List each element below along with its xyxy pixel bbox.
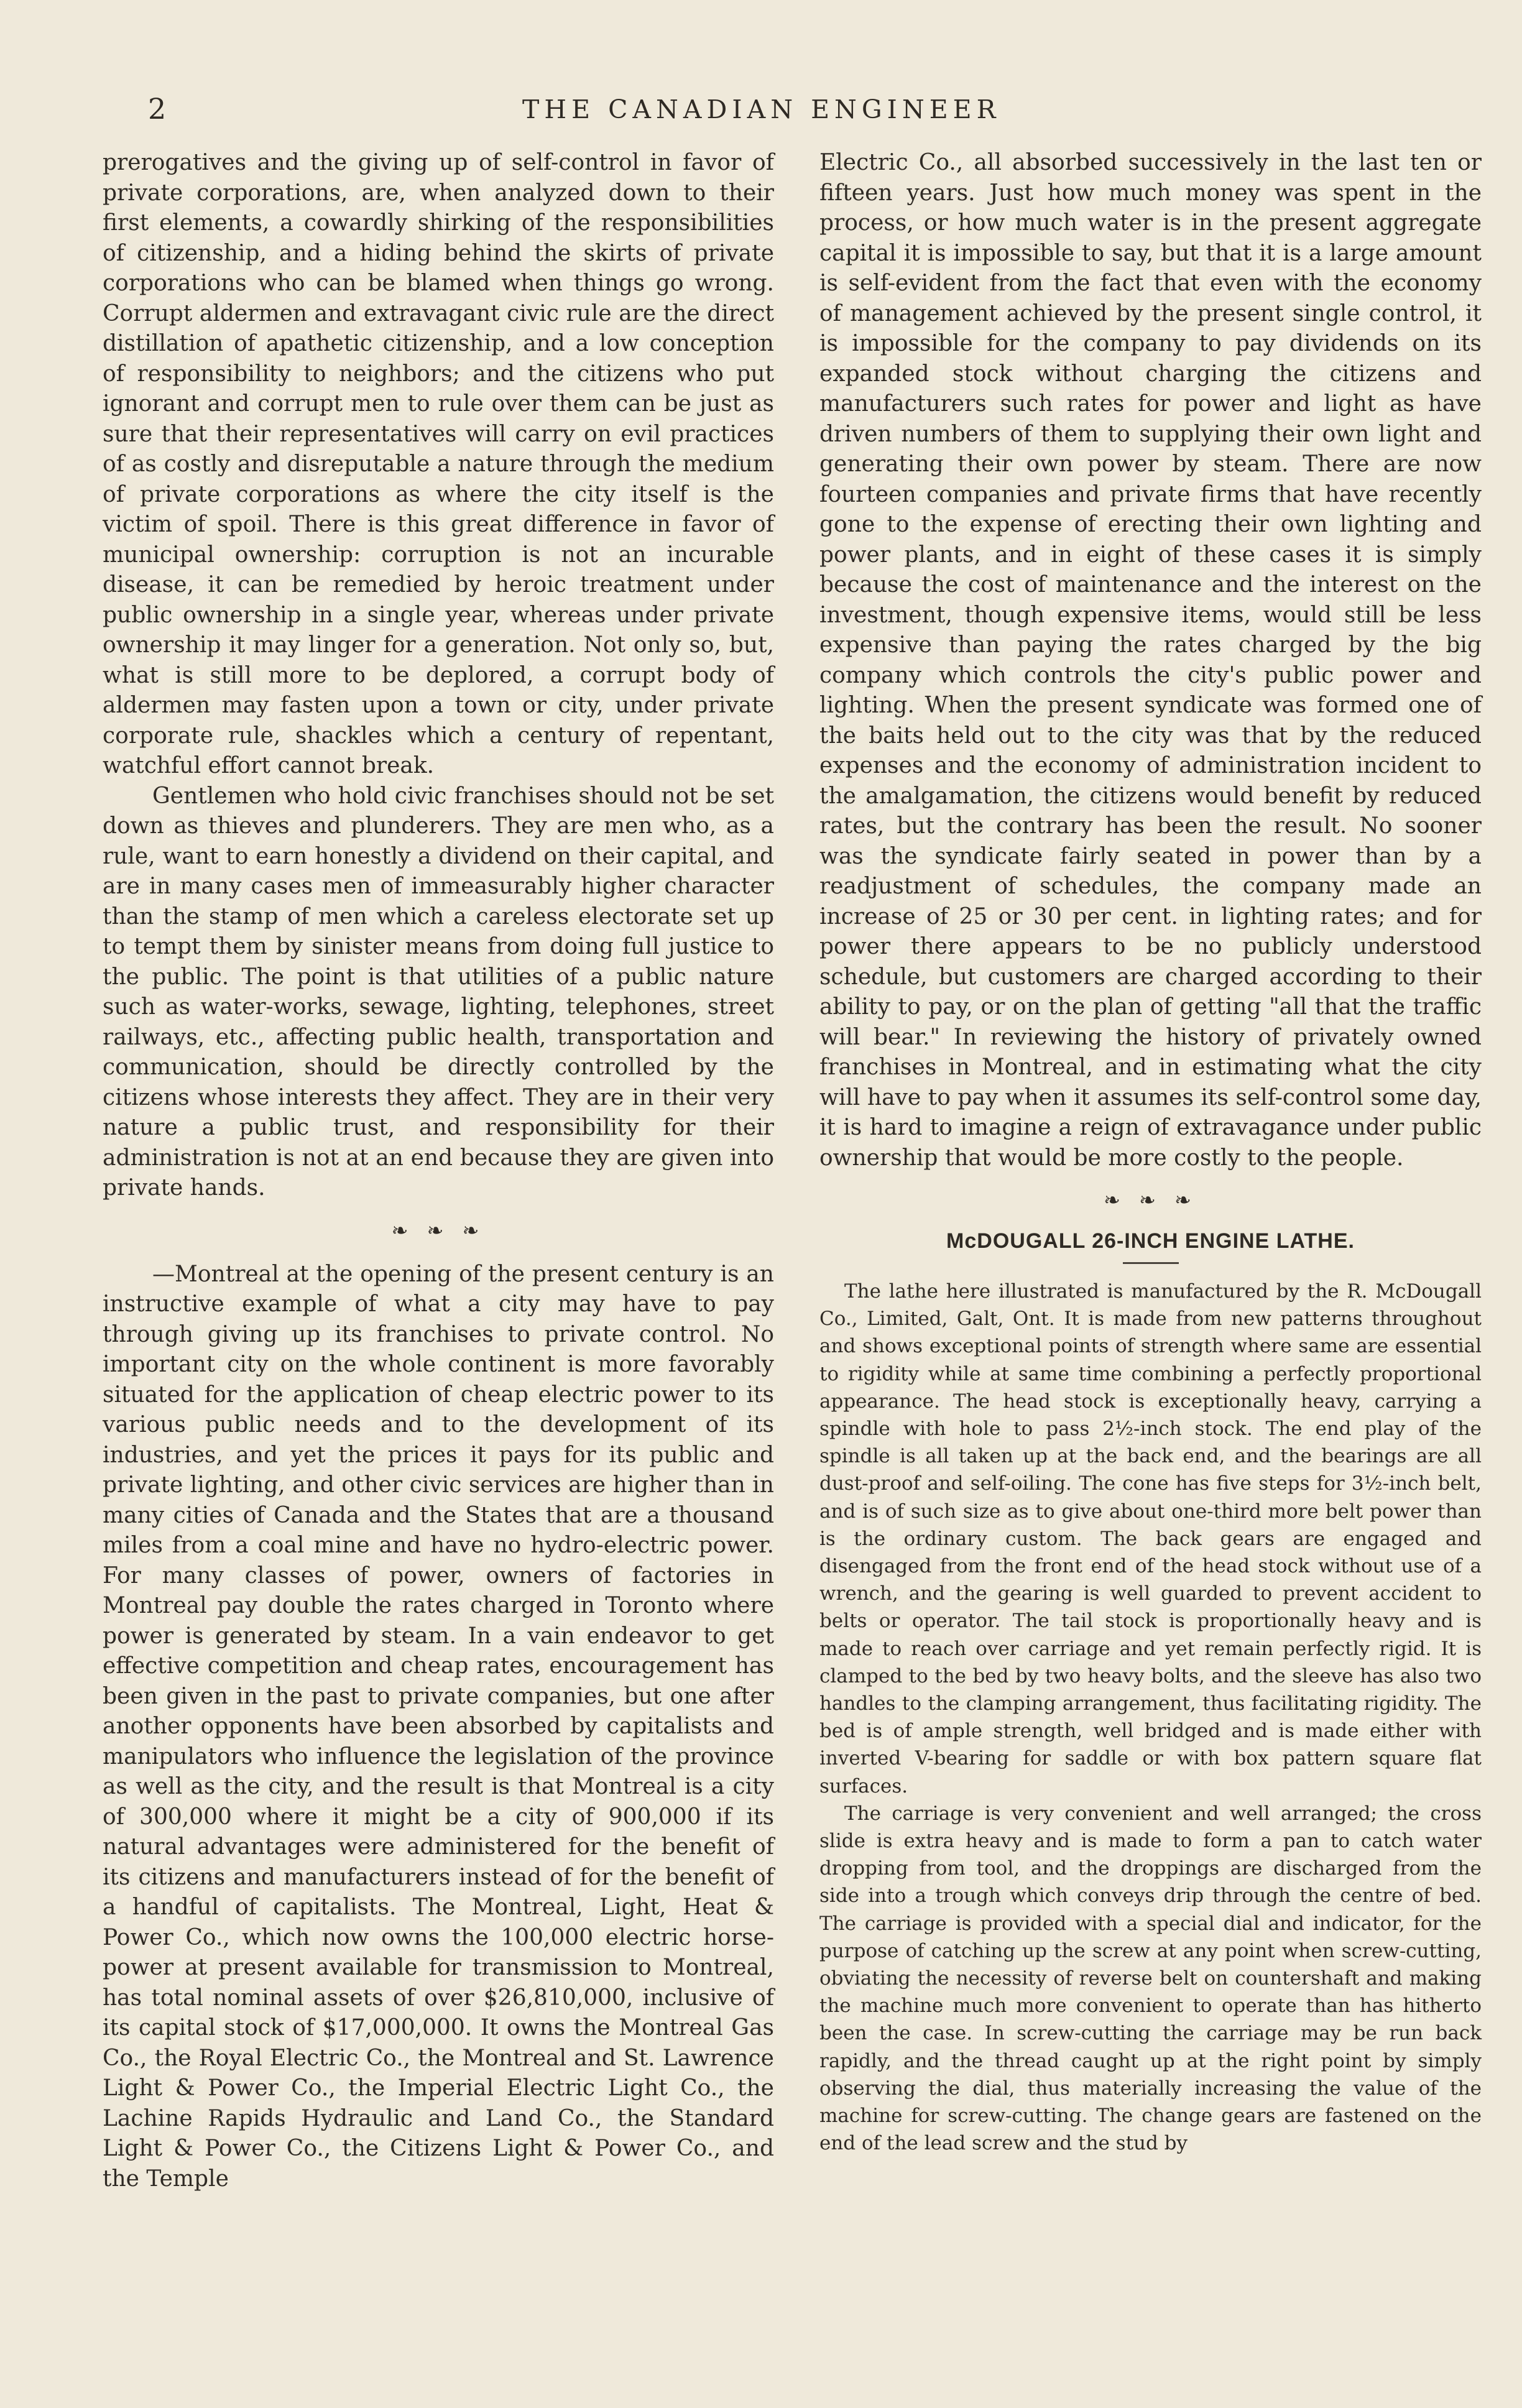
page-number: 2: [148, 92, 167, 126]
title-rule: [1123, 1262, 1179, 1264]
page-header: [0, 92, 1522, 129]
left-paragraph-2: Gentlemen who hold civic franchises should not be set down as thieves and plunderers. They are men who, as a rule, want to earn honestly a dividend on their capital, and are in many cases men of immeasurably higher character than the stamp of men which a careless electorate set up to tempt them by sinister means from doing full justice to the public. The point is that utilities of a public nature such as water-works, sewage, lighting, telephones, street railways, etc., affecting public health, transportation and communication, should be directly controlled by the citizens whose interests they affect. They are in their very nature a public trust, and responsibility for their administration is not at an end because they are given into private hands.: [103, 783, 774, 1201]
article-paragraph-2: The carriage is very convenient and well arranged; the cross slide is extra heavy and is made to form a pan to catch water dropping from tool, and the droppings are discharged from the side into a trough which conveys drip through the centre of bed. The carriage is provided with a special dial and indicator, for the purpose of catching up the screw at any point when screw-cutting, obviating the necessity of reverse belt on countershaft and making the machine much more convenient to operate than has hitherto been the case. In screw-cutting the carriage may be run back rapidly, and the thread caught up at the right point by simply observing the dial, thus materially increasing the value of the machine for screw-cutting. The change gears are fastened on the end of the lead screw and the stud by: [819, 1802, 1482, 2155]
article-title: McDOUGALL 26-INCH ENGINE LATHE.: [946, 1229, 1355, 1253]
left-paragraph-1: prerogatives and the giving up of self-control in favor of private corporations, are, when analyzed down to their first elements, a cowardly shirking of the responsibilities of citizenship, and a hiding behind the skirts of private corporations who can be blamed when things go wrong. Corrupt aldermen and extravagant civic rule are the direct distillation of apathetic citizenship, and a low conception of responsibility to neighbors; and the citizens who put ignorant and corrupt men to rule over them can be just as sure that their representatives will carry on evil practices of as costly and disreputable a nature through the medium of private corporations as where the city itself is the victim of spoil. There is this great difference in favor of municipal ownership: corruption is not an incurable disease, it can be remedied by heroic treatment under public ownership in a single year, whereas under private ownership it may linger for a generation. Not only so, but, what is still more to be deplored, a corrupt body of aldermen may fasten upon a town or city, under private corporate rule, shackles which a century of repentant, watchful effort cannot break.: [103, 150, 774, 778]
section-ornament: ❧ ❧ ❧: [391, 1218, 486, 1242]
right-paragraph-1: Electric Co., all absorbed successively in the last ten or fifteen years. Just how much money was spent in the process, or how much water is in the present aggregate capital it is impossible to say, but that it is a large amount is self-evident from the fact that even with the economy of management achieved by the present single control, it is impossible for the company to pay dividends on its expanded stock without charging the citizens and manufacturers such rates for power and light as have driven numbers of them to supplying their own light and generating their own power by steam. There are now fourteen companies and private firms that have recently gone to the expense of erecting their own lighting and power plants, and in eight of these cases it is simply because the cost of maintenance and the interest on the investment, though expensive items, would still be less expensive than paying the rates charged by the big company which controls the city's public power and lighting. When the present syndicate was formed one of the baits held out to the city was that by the reduced expenses and the economy of administration incident to the amalgamation, the citizens would benefit by reduced rates, but the contrary has been the result. No sooner was the syndicate fairly seated in power than by a readjustment of schedules, the company made an increase of 25 or 30 per cent. in lighting rates; and for power there appears to be no publicly understood schedule, but customers are charged according to their ability to pay, or on the plan of getting "all that the traffic will bear." In reviewing the history of privately owned franchises in Montreal, and in estimating what the city will have to pay when it assumes its self-control some day, it is hard to imagine a reign of extravagance under public ownership that would be more costly to the people.: [819, 150, 1482, 1171]
right-column: [819, 148, 1482, 2157]
running-head: THE CANADIAN ENGINEER: [522, 95, 1001, 124]
left-column: [103, 148, 774, 2194]
article-paragraph-1: The lathe here illustrated is manufactured by the R. McDougall Co., Limited, Galt, Ont. It is made from new patterns throughout and shows exceptional points of strength where same are essential to rigidity while at same time combining a perfectly proportional appearance. The head stock is exceptionally heavy, carrying a spindle with hole to pass 2½-inch stock. The end play of the spindle is all taken up at the back end, and the bearings are all dust-proof and self-oiling. The cone has five steps for 3½-inch belt, and is of such size as to give about one-third more belt power than is the ordinary custom. The back gears are engaged and disengaged from the front end of the head stock without use of a wrench, and the gearing is well guarded to prevent accident to belts or operator. The tail stock is proportionally heavy and is made to reach over carriage and yet remain perfectly rigid. It is clamped to the bed by two heavy bolts, and the sleeve has also two handles to the clamping arrangement, thus facilitating rigidity. The bed is of ample strength, well bridged and is made either with inverted V-bearing for saddle or with box pattern square flat surfaces.: [819, 1280, 1482, 1797]
left-paragraph-3: —Montreal at the opening of the present century is an instructive example of what a city may have to pay through giving up its franchises to private control. No important city on the whole continent is more favorably situated for the application of cheap electric power to its various public needs and to the development of its industries, and yet the prices it pays for its public and private lighting, and other civic services are higher than in many cities of Canada and the States that are a thousand miles from a coal mine and have no hydro-electric power. For many classes of power, owners of factories in Montreal pay double the rates charged in Toronto where power is generated by steam. In a vain endeavor to get effective competition and cheap rates, encouragement has been given in the past to private companies, but one after another opponents have been absorbed by capitalists and manipulators who influence the legislation of the province as well as the city, and the result is that Montreal is a city of 300,000 where it might be a city of 900,000 if its natural advantages were administered for the benefit of its citizens and manufacturers instead of for the benefit of a handful of capitalists. The Montreal, Light, Heat & Power Co., which now owns the 100,000 electric horse-power at present available for transmission to Montreal, has total nominal assets of over $26,810,000, inclusive of its capital stock of $17,000,000. It owns the Montreal Gas Co., the Royal Electric Co., the Montreal and St. Lawrence Light & Power Co., the Imperial Electric Light Co., the Lachine Rapids Hydraulic and Land Co., the Standard Light & Power Co., the Citizens Light & Power Co., and the Temple: [103, 1261, 774, 2192]
section-ornament: ❧ ❧ ❧: [1104, 1188, 1197, 1212]
